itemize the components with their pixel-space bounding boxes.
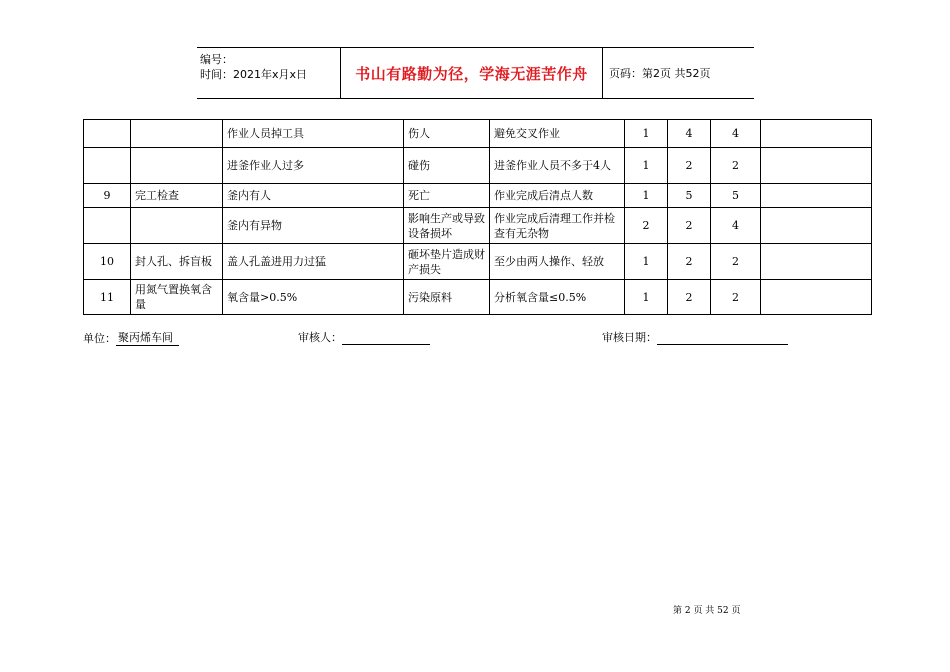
cell-no: 11 (84, 280, 131, 315)
risk-assessment-table (83, 119, 872, 315)
cell-consequence: 碰伤 (404, 148, 490, 184)
number-label: 编号： (200, 53, 233, 66)
cell-no (84, 208, 131, 244)
cell-measure: 作业完成后清点人数 (490, 184, 625, 208)
review-date-field (602, 329, 788, 345)
cell-likelihood: 1 (625, 244, 668, 280)
unit-field (83, 329, 179, 346)
cell-measure: 避免交叉作业 (490, 120, 625, 148)
cell-step: 用氮气置换氧含量 (131, 280, 223, 315)
cell-hazard: 釜内有异物 (223, 208, 404, 244)
table-row (84, 120, 872, 148)
cell-consequence: 伤人 (404, 120, 490, 148)
motto-text: 书山有路勤为径，学海无涯苦作舟 (355, 64, 588, 83)
cell-risk: 4 (711, 120, 761, 148)
cell-note (761, 208, 872, 244)
cell-hazard: 釜内有人 (223, 184, 404, 208)
cell-note (761, 244, 872, 280)
cell-likelihood: 1 (625, 148, 668, 184)
cell-likelihood: 1 (625, 184, 668, 208)
cell-severity: 2 (668, 244, 711, 280)
page-footer: 第 2 页 共 52 页 (673, 606, 741, 616)
cell-step (131, 208, 223, 244)
cell-note (761, 148, 872, 184)
table-row (84, 280, 872, 315)
review-date-label: 审核日期： (602, 331, 657, 344)
cell-step: 封人孔、拆盲板 (131, 244, 223, 280)
cell-hazard: 盖人孔盖进用力过猛 (223, 244, 404, 280)
header-motto-cell (341, 48, 603, 98)
page-info: 页码：第2页 共52页 (609, 67, 711, 80)
header-page-cell (603, 48, 754, 98)
cell-risk: 2 (711, 280, 761, 315)
table-row (84, 184, 872, 208)
cell-consequence: 死亡 (404, 184, 490, 208)
cell-measure: 作业完成后清理工作并检查有无杂物 (490, 208, 625, 244)
cell-risk: 5 (711, 184, 761, 208)
cell-note (761, 280, 872, 315)
cell-likelihood: 1 (625, 120, 668, 148)
cell-no: 10 (84, 244, 131, 280)
cell-measure: 进釜作业人员不多于4人 (490, 148, 625, 184)
cell-step (131, 120, 223, 148)
reviewer-label: 审核人： (298, 331, 342, 344)
cell-risk: 2 (711, 148, 761, 184)
table-row (84, 148, 872, 184)
unit-value: 聚丙烯车间 (116, 329, 179, 346)
table-row (84, 244, 872, 280)
cell-note (761, 184, 872, 208)
reviewer-blank (342, 331, 430, 345)
cell-severity: 5 (668, 184, 711, 208)
cell-likelihood: 1 (625, 280, 668, 315)
cell-severity: 4 (668, 120, 711, 148)
reviewer-field (298, 329, 430, 345)
cell-no (84, 148, 131, 184)
cell-severity: 2 (668, 208, 711, 244)
table-row (84, 208, 872, 244)
cell-step: 完工检查 (131, 184, 223, 208)
cell-measure: 分析氧含量≤0.5% (490, 280, 625, 315)
review-date-blank (657, 331, 788, 345)
cell-hazard: 作业人员掉工具 (223, 120, 404, 148)
cell-step (131, 148, 223, 184)
cell-consequence: 污染原料 (404, 280, 490, 315)
cell-consequence: 影响生产或导致设备损坏 (404, 208, 490, 244)
cell-risk: 2 (711, 244, 761, 280)
cell-no: 9 (84, 184, 131, 208)
cell-measure: 至少由两人操作、轻放 (490, 244, 625, 280)
header-meta-cell (197, 48, 341, 98)
page-header (197, 47, 754, 99)
unit-label: 单位： (83, 332, 116, 345)
cell-likelihood: 2 (625, 208, 668, 244)
cell-severity: 2 (668, 148, 711, 184)
cell-note (761, 120, 872, 148)
cell-hazard: 氧含量>0.5% (223, 280, 404, 315)
time-label: 时间：2021年x月x日 (200, 68, 308, 81)
cell-consequence: 砸坏垫片造成财产损失 (404, 244, 490, 280)
cell-no (84, 120, 131, 148)
cell-severity: 2 (668, 280, 711, 315)
cell-hazard: 进釜作业人过多 (223, 148, 404, 184)
cell-risk: 4 (711, 208, 761, 244)
